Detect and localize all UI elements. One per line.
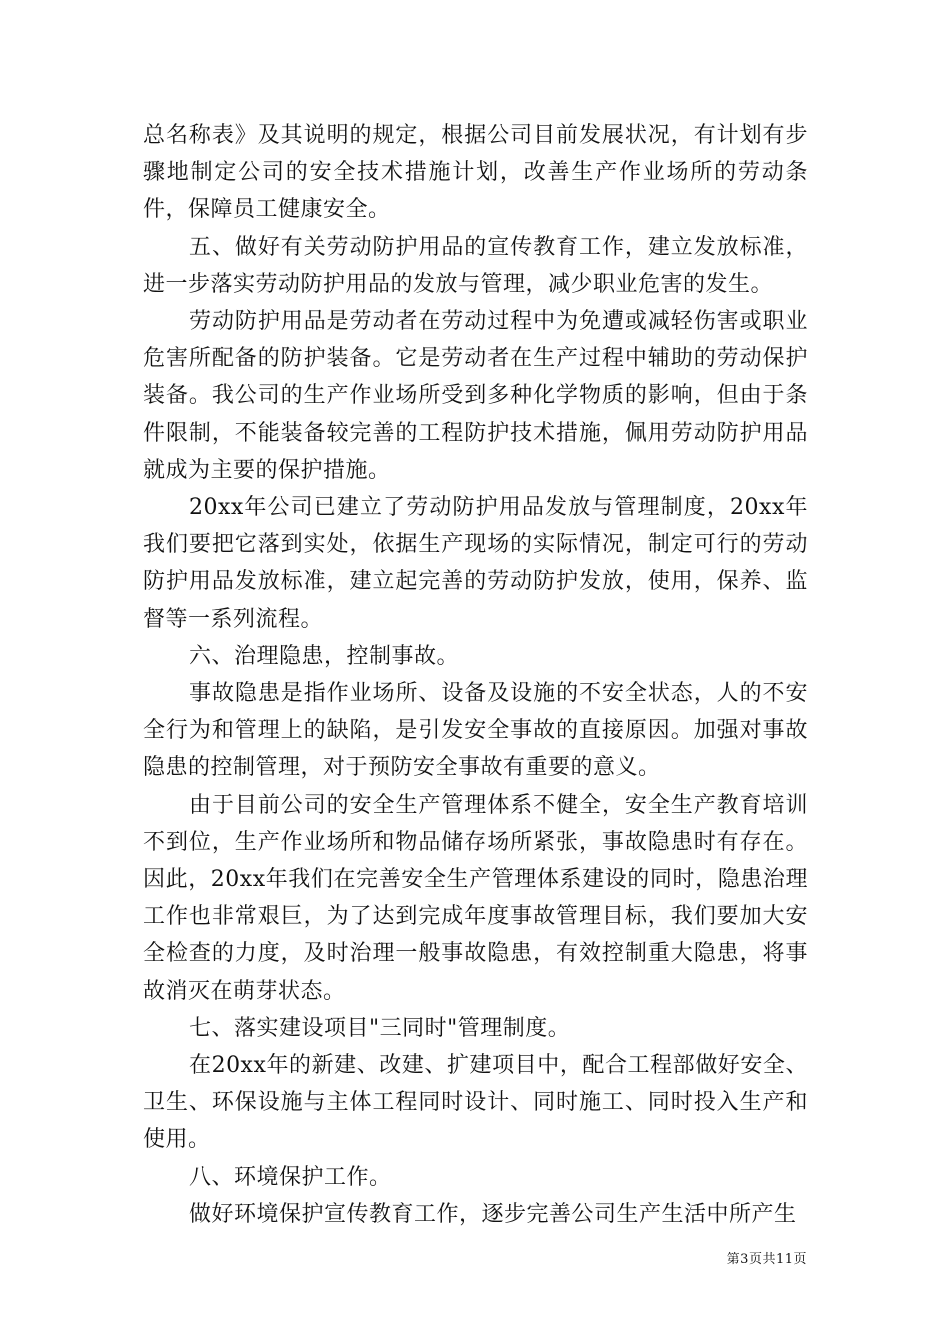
- heading-section-7: 七、落实建设项目"三同时"管理制度。: [189, 1015, 571, 1041]
- heading-section-5: 五、做好有关劳动防护用品的宣传教育工作，建立发放标准，进一步落实劳动防护用品的发放与管理，减少职业危害的发生。: [143, 234, 808, 297]
- paragraph-hazard-definition: 事故隐患是指作业场所、设备及设施的不安全状态，人的不安全行为和管理上的缺陷，是引发安全事故的直接原因。加强对事故隐患的控制管理，对于预防安全事故有重要的意义。: [143, 681, 808, 781]
- paragraph-intro-continuation: 总名称表》及其说明的规定，根据公司目前发展状况，有计划有步骤地制定公司的安全技术措施计划，改善生产作业场所的劳动条件，保障员工健康安全。: [143, 123, 808, 223]
- page-number-footer: 第3页共11页: [726, 1252, 807, 1267]
- paragraph-hazard-plan: 由于目前公司的安全生产管理体系不健全，安全生产教育培训不到位，生产作业场所和物品储存场所紧张，事故隐患时有存在。因此，20xx年我们在完善安全生产管理体系建设的同时，隐患治理工作也非常艰巨，为了达到完成年度事故管理目标，我们要加大安全检查的力度，及时治理一般事故隐患，有效控制重大隐患，将事故消灭在萌芽状态。: [143, 792, 808, 1004]
- paragraph-environment: 做好环境保护宣传教育工作，逐步完善公司生产生活中所产生: [189, 1201, 797, 1227]
- heading-section-6: 六、治理隐患，控制事故。: [189, 643, 460, 669]
- document-body: [143, 117, 808, 1233]
- paragraph-ppe-plan: 20xx年公司已建立了劳动防护用品发放与管理制度，20xx年我们要把它落到实处，依据生产现场的实际情况，制定可行的劳动防护用品发放标准，建立起完善的劳动防护发放，使用，保养、监督等一系列流程。: [143, 495, 808, 632]
- paragraph-ppe-description: 劳动防护用品是劳动者在劳动过程中为免遭或减轻伤害或职业危害所配备的防护装备。它是劳动者在生产过程中辅助的劳动保护装备。我公司的生产作业场所受到多种化学物质的影响，但由于条件限制，不能装备较完善的工程防护技术措施，佩用劳动防护用品就成为主要的保护措施。: [143, 309, 808, 483]
- paragraph-three-simultaneous: 在20xx年的新建、改建、扩建项目中，配合工程部做好安全、卫生、环保设施与主体工程同时设计、同时施工、同时投入生产和使用。: [143, 1053, 808, 1153]
- heading-section-8: 八、环境保护工作。: [189, 1164, 392, 1190]
